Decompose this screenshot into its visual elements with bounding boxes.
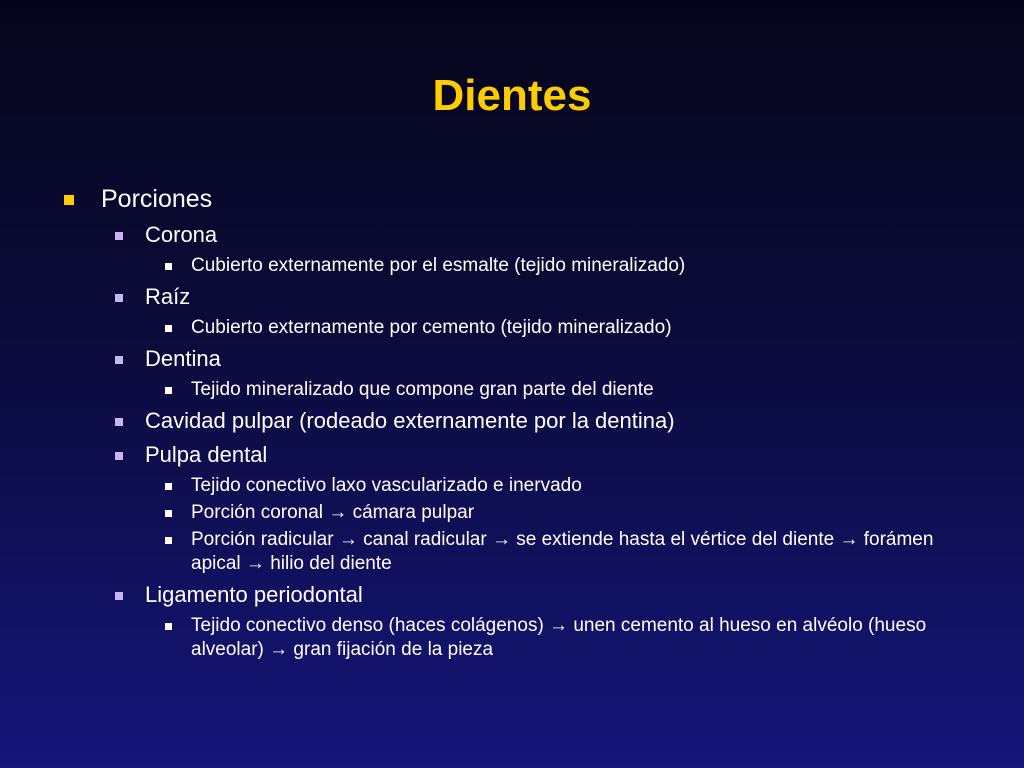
slide-title: Dientes <box>432 71 592 120</box>
bullet-item-pulpa-detail-2 <box>0 501 1024 525</box>
bullet-item-dentina-detail <box>0 378 1024 402</box>
bullet-text: Ligamento periodontal <box>145 582 363 607</box>
square-bullet-icon <box>165 510 172 517</box>
square-bullet-icon <box>165 387 172 394</box>
square-bullet-icon <box>165 263 172 270</box>
square-bullet-icon <box>165 325 172 332</box>
square-bullet-icon <box>64 195 74 205</box>
bullet-item-ligamento-periodontal <box>0 579 1024 611</box>
square-bullet-icon <box>115 452 123 460</box>
bullet-text: Porciones <box>101 185 213 213</box>
bullet-text: Porción radicular → canal radicular → se extiende hasta el vértice del diente → forámen apical → hilio del diente <box>191 529 934 574</box>
bullet-text: Cavidad pulpar (rodeado externamente por la dentina) <box>145 408 675 433</box>
bullet-text: Corona <box>145 222 218 247</box>
bullet-list <box>0 181 1024 665</box>
bullet-text: Tejido mineralizado que compone gran parte del diente <box>191 379 654 400</box>
square-bullet-icon <box>165 483 172 490</box>
square-bullet-icon <box>115 356 123 364</box>
bullet-item-porciones <box>0 181 1024 217</box>
bullet-item-raiz-detail <box>0 316 1024 340</box>
square-bullet-icon <box>115 232 123 240</box>
bullet-text: Tejido conectivo laxo vascularizado e inervado <box>191 475 582 496</box>
bullet-item-cavidad-pulpar <box>0 405 1024 437</box>
bullet-text: Cubierto externamente por el esmalte (tejido mineralizado) <box>191 255 686 276</box>
bullet-item-corona-detail <box>0 254 1024 278</box>
bullet-text: Pulpa dental <box>145 442 268 467</box>
bullet-text: Porción coronal → cámara pulpar <box>191 502 475 523</box>
bullet-text: Dentina <box>145 346 221 371</box>
bullet-item-pulpa-detail-3 <box>0 528 1024 576</box>
bullet-text: Cubierto externamente por cemento (tejido mineralizado) <box>191 317 672 338</box>
bullet-item-pulpa-detail-1 <box>0 474 1024 498</box>
bullet-item-ligamento-detail <box>0 614 1024 662</box>
square-bullet-icon <box>115 592 123 600</box>
bullet-item-pulpa-dental <box>0 439 1024 471</box>
square-bullet-icon <box>165 537 172 544</box>
bullet-item-raiz <box>0 281 1024 313</box>
square-bullet-icon <box>115 418 123 426</box>
bullet-item-dentina <box>0 343 1024 375</box>
bullet-text: Tejido conectivo denso (haces colágenos) → unen cemento al hueso en alvéolo (hueso alveolar) → gran fijación de la pieza <box>191 615 927 660</box>
bullet-text: Raíz <box>145 284 191 309</box>
bullet-item-corona <box>0 219 1024 251</box>
square-bullet-icon <box>165 623 172 630</box>
square-bullet-icon <box>115 294 123 302</box>
